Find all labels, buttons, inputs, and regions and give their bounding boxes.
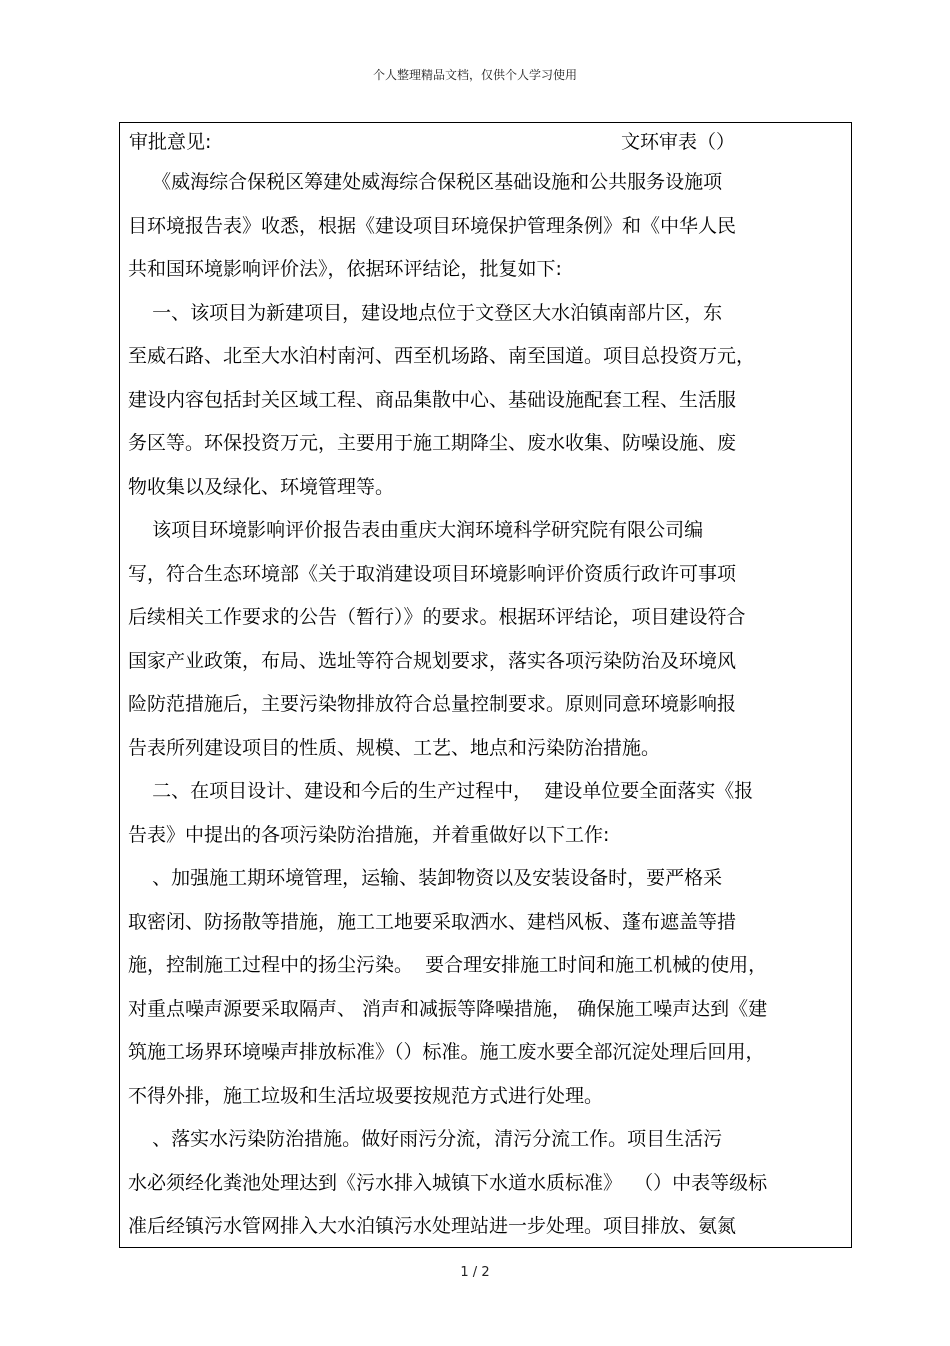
text-line: 水必须经化粪池处理达到《污水排入城镇下水道水质标准》 （）中表等级标	[128, 1171, 768, 1194]
text-line: 对重点噪声源要采取隔声、 消声和减振等降噪措施， 确保施工噪声达到《建	[128, 997, 768, 1020]
text-line: 共和国环境影响评价法》，依据环评结论，批复如下:	[128, 258, 562, 280]
text-line: 准后经镇污水管网排入大水泊镇污水处理站进一步处理。项目排放、氨氮	[128, 1215, 737, 1237]
text-line: 务区等。环保投资万元，主要用于施工期降尘、废水收集、防噪设施、废	[128, 432, 737, 454]
approval-box	[119, 122, 852, 1248]
text-line: 一、该项目为新建项目，建设地点位于文登区大水泊镇南部片区，东	[128, 301, 723, 324]
text-line: 告表所列建设项目的性质、规模、工艺、地点和污染防治措施。	[128, 736, 661, 759]
text-line: 目环境报告表》收悉，根据《建设项目环境保护管理条例》和《中华人民	[128, 214, 737, 237]
text-line: 施，控制施工过程中的扬尘污染。 要合理安排施工时间和施工机械的使用，	[128, 954, 768, 976]
text-line: 筑施工场界环境噪声排放标准》（）标准。施工废水要全部沉淀处理后回用，	[128, 1041, 765, 1063]
text-line: 国家产业政策，布局、选址等符合规划要求，落实各项污染防治及环境风	[128, 649, 737, 672]
text-line: 、加强施工期环境管理，运输、装卸物资以及安装设备时，要严格采	[128, 867, 723, 889]
page-number: 1 / 2	[460, 1265, 490, 1280]
text-line: 二、在项目设计、建设和今后的生产过程中， 建设单位要全面落实《报	[128, 780, 754, 802]
text-line: 至威石路、北至大水泊村南河、西至机场路、南至国道。项目总投资万元，	[128, 345, 756, 367]
text-line: 告表》中提出的各项污染防治措施，并着重做好以下工作:	[128, 823, 610, 846]
text-line: 取密闭、防扬散等措施，施工工地要采取洒水、建档风板、蓬布遮盖等措	[128, 910, 737, 933]
text-line: 、落实水污染防治措施。做好雨污分流，清污分流工作。项目生活污	[128, 1128, 723, 1150]
text-line: 写，符合生态环境部《关于取消建设项目环境影响评价资质行政许可事项	[128, 562, 737, 585]
approval-label: 审批意见:	[129, 131, 212, 153]
text-line: 该项目环境影响评价报告表由重庆大润环境科学研究院有限公司编	[128, 519, 704, 541]
document-number: 文环审表（）	[621, 131, 736, 153]
text-line: 建设内容包括封关区域工程、商品集散中心、基础设施配套工程、生活服	[128, 388, 737, 411]
text-line: 物收集以及绿化、环境管理等。	[128, 475, 395, 498]
text-line: 险防范措施后，主要污染物排放符合总量控制要求。原则同意环境影响报	[128, 693, 737, 715]
header-note: 个人整理精品文档，仅供个人学习使用	[372, 68, 577, 82]
text-line: 后续相关工作要求的公告（暂行）》的要求。根据环评结论，项目建设符合	[128, 606, 746, 628]
text-line: 不得外排，施工垃圾和生活垃圾要按规范方式进行处理。	[128, 1084, 604, 1107]
text-line: 《威海综合保税区筹建处威海综合保税区基础设施和公共服务设施项	[128, 171, 723, 193]
approval-body	[128, 161, 848, 1249]
